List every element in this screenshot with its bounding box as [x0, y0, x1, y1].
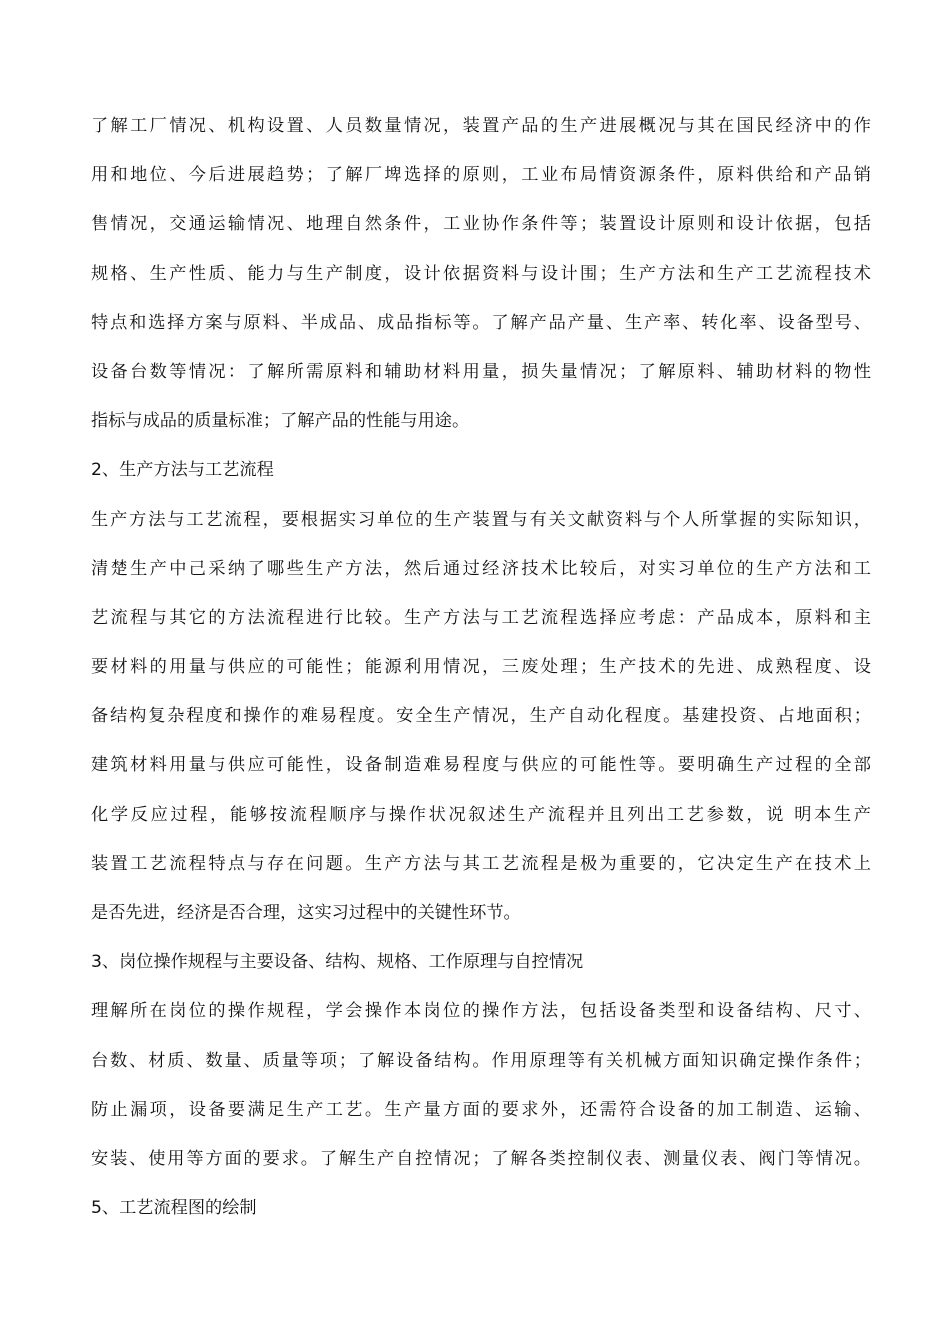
text-line: 建筑材料用量与供应可能性，设备制造难易程度与供应的可能性等。要明确生产过程的全部: [91, 755, 871, 776]
text-line: 生产方法与工艺流程，要根据实习单位的生产装置与有关文献资料与个人所掌握的实际知识，: [91, 509, 871, 530]
section-heading-post-operation: 3、岗位操作规程与主要设备、结构、规格、工作原理与自控情况: [91, 952, 584, 973]
text-line: 是否先进，经济是否合理，这实习过程中的关键性环节。: [91, 903, 521, 923]
text-line: 台数、材质、数量、质量等项；了解设备结构。作用原理等有关机械方面知识确定操作条件；: [91, 1050, 871, 1071]
text-line: 规格、生产性质、能力与生产制度，设计依据资料与设计围；生产方法和生产工艺流程技术: [91, 263, 871, 284]
text-line: 了解工厂情况、机构设置、人员数量情况，装置产品的生产进展概况与其在国民经济中的作: [91, 116, 871, 136]
text-line: 安装、使用等方面的要求。了解生产自控情况；了解各类控制仪表、测量仪表、阀门等情况。: [91, 1148, 871, 1169]
text-line: 清楚生产中己采纳了哪些生产方法，然后通过经济技术比较后，对实习单位的生产方法和工: [91, 558, 871, 579]
text-line: 设备台数等情况：了解所需原料和辅助材料用量，损失量情况；了解原料、辅助材料的物性: [91, 361, 871, 382]
text-line: 备结构复杂程度和操作的难易程度。安全生产情况，生产自动化程度。基建投资、占地面积；: [91, 706, 871, 727]
paragraph-production-method: [91, 502, 871, 945]
text-line: 艺流程与其它的方法流程进行比较。生产方法与工艺流程选择应考虑：产品成本，原料和主: [91, 607, 871, 628]
section-heading-production-method: 2、生产方法与工艺流程: [91, 460, 274, 481]
text-line: 指标与成品的质量标准；了解产品的性能与用途。: [91, 411, 470, 432]
text-line: 特点和选择方案与原料、半成品、成品指标等。了解产品产量、生产率、转化率、设备型号、: [91, 312, 871, 333]
text-line: 售情况，交通运输情况、地理自然条件，工业协作条件等；装置设计原则和设计依据，包括: [91, 214, 871, 235]
text-line: 化学反应过程，能够按流程顺序与操作状况叙述生产流程并且列出工艺参数，说 明本生产: [91, 804, 871, 825]
paragraph-post-operation: [91, 993, 871, 1190]
paragraph-plant-overview: [91, 108, 871, 452]
text-line: 要材料的用量与供应的可能性；能源利用情况，三废处理；生产技术的先进、成熟程度、设: [91, 657, 871, 678]
text-line: 用和地位、今后进展趋势；了解厂埤选择的原则，工业布局情资源条件，原料供给和产品销: [91, 165, 871, 186]
document-body: [91, 108, 871, 1239]
text-line: 防止漏项，设备要满足生产工艺。生产量方面的要求外，还需符合设备的加工制造、运输、: [91, 1099, 871, 1120]
text-line: 装置工艺流程特点与存在问题。生产方法与其工艺流程是极为重要的，它决定生产在技术上: [91, 853, 871, 874]
text-line: 理解所在岗位的操作规程，学会操作本岗位的操作方法，包括设备类型和设备结构、尺寸、: [91, 1001, 871, 1022]
section-heading-flow-diagram: 5、工艺流程图的绘制: [91, 1198, 257, 1219]
